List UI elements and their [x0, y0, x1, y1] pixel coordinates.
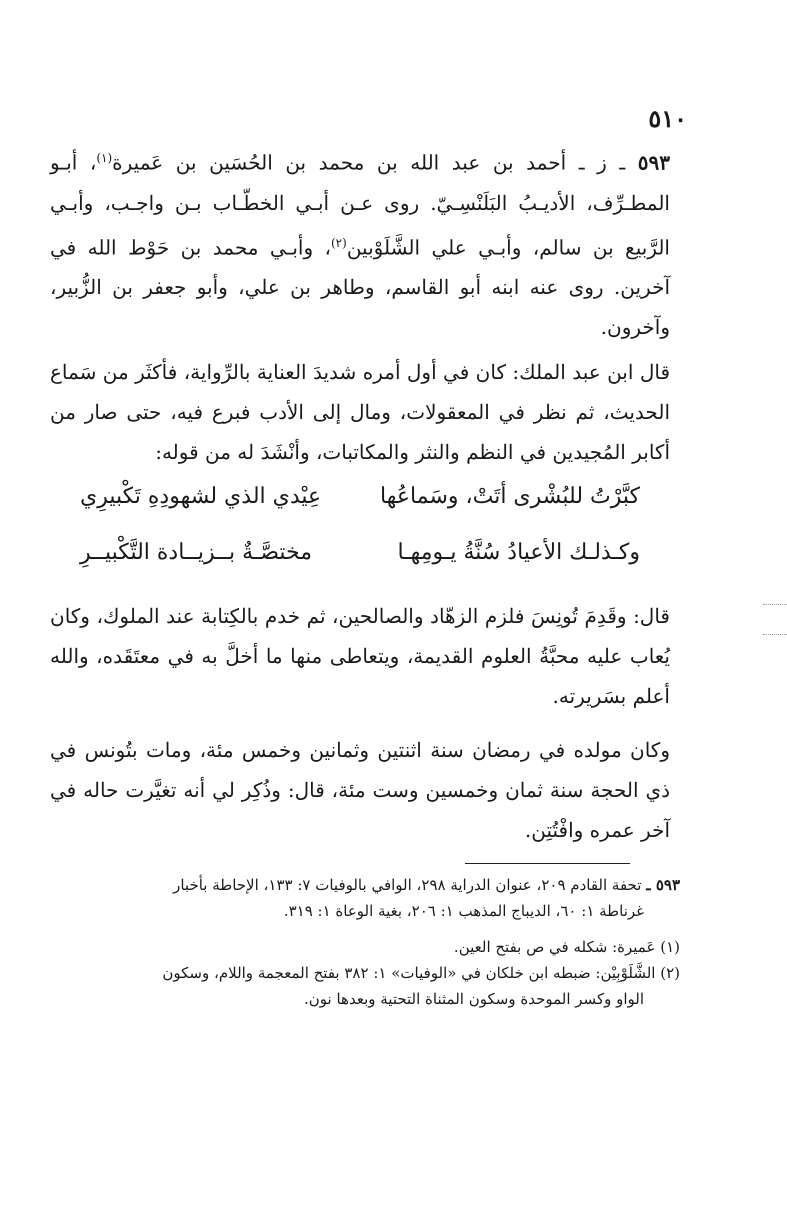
footnote-2-label: (٢) [660, 964, 680, 982]
verse-2-first-hemistich: وكـذلـك الأعيادُ سُنَّةُ يـومِهـا [397, 540, 640, 565]
entry-number: ٥٩٣ [637, 150, 670, 175]
entry-text-part-1: ، أبـو المطـرِّف، الأديـبُ البَلَنْسِـيّ. روى عـن أبـي الخطّـاب بـن واجـب، وأبـي الرَّبيع بن سالم، وأبـي علي الشَّلَوْبين [50, 150, 670, 260]
footnote-1 [40, 934, 680, 960]
verse-1-first-hemistich: كبَّرْتُ للبُشْرى أتَتْ، وسَماعُها [380, 484, 640, 509]
footnote-sources [40, 872, 680, 898]
footnote-sources-line-1: تحفة القادم ٢٠٩، عنوان الدراية ٢٩٨، الوافي بالوفيات ٧: ١٣٣، الإحاطة بأخبار [173, 876, 642, 894]
footnote-sources-line-2: غرناطة ١: ٦٠، الديباج المذهب ١: ٢٠٦، بغية الوعاة ١: ٣١٩. [283, 902, 644, 920]
paragraph-birth-death: وكان مولده في رمضان سنة اثنتين وثمانين وخمس مئة، ومات بتُونس في ذي الحجة سنة ثمان وخمسين وست مئة، قال: وذُكِر لي أنه تغيَّرت حاله في آخر عمره وافْتُتِن. [50, 738, 670, 842]
entry-text-part-2: ، وأبـي محمد بن حَوْط الله في آخرين. روى عنه ابنه أبو القاسم، وطاهر بن علي، وأبو جعفر بن الزُّبير، وآخرون. [50, 235, 670, 340]
footnote-2-line-2: الواو وكسر الموحدة وسكون المثناة التحتية وبعدها نون. [304, 990, 644, 1008]
dotted-edge-mark [763, 604, 787, 605]
entry-paragraph [50, 138, 670, 347]
footnotes [40, 872, 680, 1012]
footnote-1-text: عَميرة: شكله في ص بفتح العين. [453, 938, 656, 956]
footnote-ref-1: (١) [96, 151, 113, 165]
paragraph-ibn-abd-al-malik: قال ابن عبد الملك: كان في أول أمره شديدَ العناية بالرِّواية، فأكثَر من سَماع الحديث، ثم نظر في المعقولات، ومال إلى الأدب فبرع فيه، حتى صار من أكابر المُجيدين في النظم والنثر والمكاتبات، وأنْشَدَ له من قوله: [50, 360, 670, 464]
verse-2-second-hemistich: مختصَّـةٌ بــزيــادة التَّكْبيــرِ [80, 540, 313, 565]
footnote-ref-2: (٢) [330, 235, 347, 250]
paragraph-tunis: قال: وقَدِمَ تُونِسَ فلزم الزهّاد والصالحين، ثم خدم بالكِتابة عند الملوك، وكان يُعاب عليه محبَّةُ العلوم القديمة، ويتعاطى منها ما أخلَّ به في معتَقَده، والله أعلم بسَريرته. [50, 604, 670, 708]
footnote-2-line-1: الشَّلَوْبِيْن: ضبطه ابن خلكان في «الوفيات» ١: ٣٨٢ بفتح المعجمة واللام، وسكون [162, 964, 656, 982]
footnote-separator [465, 863, 630, 864]
footnote-2 [40, 960, 680, 986]
footnote-1-label: (١) [660, 938, 680, 956]
entry-intro: ـ ز ـ أحمد بن عبد الله بن محمد بن الحُسَين بن عَميرة [112, 150, 626, 175]
dotted-edge-mark [763, 634, 787, 635]
footnote-sources-label: ٥٩٣ ـ [646, 876, 680, 894]
verse-1-second-hemistich: عِيْدي الذي لشهودِهِ تَكْبيرِي [80, 484, 322, 509]
page-number: ٥١٠ [648, 104, 687, 133]
